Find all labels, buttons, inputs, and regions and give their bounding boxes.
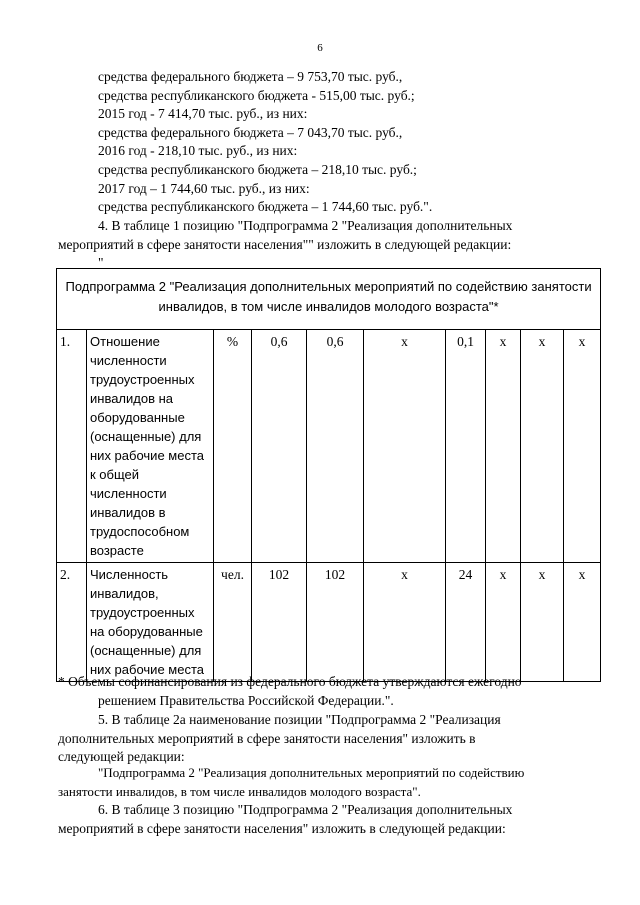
row-number: 1. <box>57 330 87 563</box>
paragraph-6-line: 6. В таблице 3 позицию "Подпрограмма 2 "Реализация дополнительных <box>98 802 513 817</box>
value-cell: 102 <box>252 563 307 682</box>
paragraph-6 <box>58 801 598 838</box>
unit-cell: чел. <box>214 563 252 682</box>
value-cell: 0,1 <box>446 330 486 563</box>
row-number: 2. <box>57 563 87 682</box>
funding-line: средства республиканского бюджета - 515,00 тыс. руб.; <box>98 87 415 103</box>
value-cell: x <box>486 563 521 682</box>
indicator-name: Отношение численности трудоустроенных инвалидов на оборудованные (оснащенные) для них рабочие места к общей численности инвалидов в трудоспособном возрасте <box>87 330 214 563</box>
value-cell: x <box>521 330 564 563</box>
funding-line: средства федерального бюджета – 7 043,70 тыс. руб., <box>98 124 403 140</box>
value-cell: x <box>521 563 564 682</box>
paragraph-4-line: 4. В таблице 1 позицию "Подпрограмма 2 "Реализация дополнительных <box>98 218 513 233</box>
funding-line: 2016 год - 218,10 тыс. руб., из них: <box>98 143 298 159</box>
paragraph-5-line: 5. В таблице 2а наименование позиции "Подпрограмма 2 "Реализация <box>98 712 501 727</box>
value-cell: x <box>564 330 601 563</box>
table-title: Подпрограмма 2 "Реализация дополнительных мероприятий по содействию занятости инвалидов, в том числе инвалидов молодого возраста"* <box>57 269 601 330</box>
funding-line: средства республиканского бюджета – 218,10 тыс. руб.; <box>98 161 417 177</box>
funding-lines <box>58 68 598 217</box>
funding-line: 2015 год - 7 414,70 тыс. руб., из них: <box>98 106 308 122</box>
value-cell: 24 <box>446 563 486 682</box>
paragraph-5-line: дополнительных мероприятий в сфере занятости населения" изложить в <box>58 730 476 746</box>
paragraph-4-line: мероприятий в сфере занятости населения"" изложить в следующей редакции: <box>58 236 512 252</box>
page-number: 6 <box>317 42 323 54</box>
funding-line: 2017 год – 1 744,60 тыс. руб., из них: <box>98 180 310 196</box>
quoted-line: занятости инвалидов, в том числе инвалидов молодого возраста". <box>58 784 421 799</box>
table-row <box>57 563 601 682</box>
paragraph-5-line: следующей редакции: <box>58 749 185 765</box>
footnote-line: * Объемы софинансирования из федерального бюджета утверждаются ежегодно <box>58 674 522 689</box>
opening-quote: " <box>98 255 104 271</box>
paragraph-5 <box>58 711 598 767</box>
value-cell: x <box>564 563 601 682</box>
quoted-line: "Подпрограмма 2 "Реализация дополнительных мероприятий по содействию <box>98 765 525 780</box>
quoted-new-name <box>58 763 598 801</box>
indicator-name: Численность инвалидов, трудоустроенных на оборудованные (оснащенные) для них рабочие места <box>87 563 214 682</box>
table-title-row <box>57 269 601 330</box>
value-cell: x <box>364 330 446 563</box>
footnote-line: решением Правительства Российской Федерации.". <box>98 692 394 708</box>
paragraph-4 <box>58 217 598 273</box>
value-cell: x <box>486 330 521 563</box>
value-cell: 0,6 <box>252 330 307 563</box>
value-cell: x <box>364 563 446 682</box>
paragraph-6-line: мероприятий в сфере занятости населения" изложить в следующей редакции: <box>58 820 506 836</box>
value-cell: 0,6 <box>307 330 364 563</box>
table-row <box>57 330 601 563</box>
funding-line: средства федерального бюджета – 9 753,70 тыс. руб., <box>98 69 403 84</box>
footnote <box>58 673 598 710</box>
subprogram-table <box>56 268 601 682</box>
unit-cell: % <box>214 330 252 563</box>
funding-line: средства республиканского бюджета – 1 744,60 тыс. руб.". <box>98 199 433 215</box>
value-cell: 102 <box>307 563 364 682</box>
